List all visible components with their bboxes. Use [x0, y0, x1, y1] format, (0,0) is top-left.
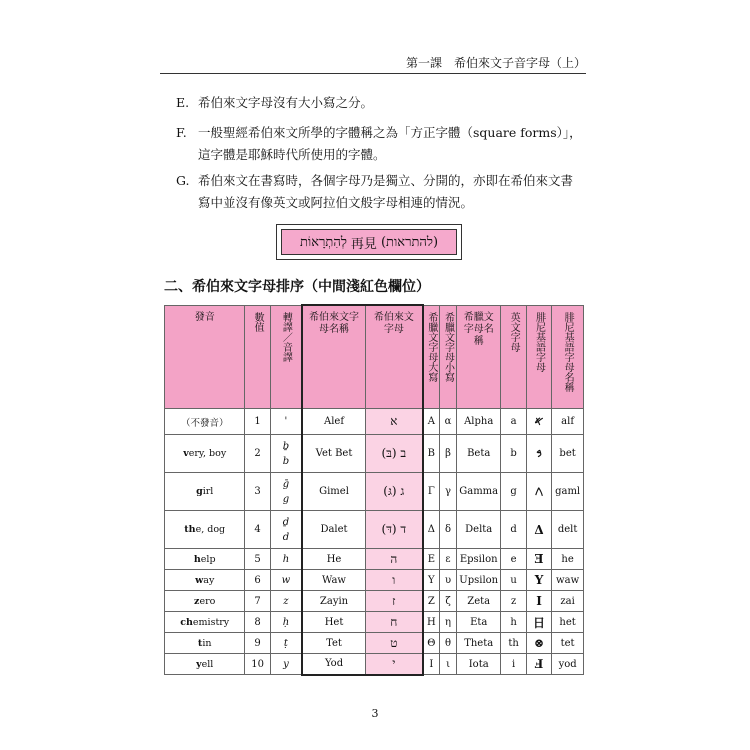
cell-greek-name: Upsilon: [456, 570, 500, 591]
header-number: 數值: [245, 305, 270, 409]
cell-hebrew-name: Yod: [302, 654, 365, 675]
alphabet-table: [164, 304, 584, 676]
cell-phoenician: Y: [526, 570, 551, 591]
para-line: 寫中並沒有像英文或阿拉伯文般字母相連的情況。: [198, 195, 474, 210]
cell-hebrew-name: Zayin: [302, 591, 365, 612]
cell-greek-lower: υ: [440, 570, 457, 591]
cell-hebrew-letter: ד (דּ): [366, 511, 423, 549]
cell-number: 1: [245, 409, 270, 435]
cell-greek-upper: Η: [423, 612, 440, 633]
table-row: [165, 633, 584, 654]
cell-phoenician: 𐤂: [526, 473, 551, 511]
cell-greek-upper: Γ: [423, 473, 440, 511]
para-line: 這字體是耶穌時代所使用的字體。: [198, 147, 386, 162]
cell-number: 6: [245, 570, 270, 591]
cell-phoenician-name: tet: [552, 633, 584, 654]
cell-sound: help: [165, 549, 245, 570]
cell-greek-lower: ε: [440, 549, 457, 570]
cell-hebrew-letter: ט: [366, 633, 423, 654]
cell-english: th: [501, 633, 526, 654]
cell-greek-upper: Ε: [423, 549, 440, 570]
cell-number: 4: [245, 511, 270, 549]
cell-english: d: [501, 511, 526, 549]
cell-greek-upper: Α: [423, 409, 440, 435]
cell-hebrew-name: He: [302, 549, 365, 570]
hebrew-example-inner: [281, 229, 457, 255]
cell-hebrew-letter: ח: [366, 612, 423, 633]
header-greek-upper: 希臘文字母大寫: [423, 305, 440, 409]
table-header-row: [165, 305, 584, 409]
cell-greek-lower: γ: [440, 473, 457, 511]
cell-translit: ḇ b: [270, 435, 302, 473]
cell-greek-lower: θ: [440, 633, 457, 654]
header-translit: 轉譯／音譯: [270, 305, 302, 409]
cell-number: 2: [245, 435, 270, 473]
para-line: 一般聖經希伯來文所學的字體稱之為「方正字體（square forms）」，: [198, 125, 582, 140]
paragraph-g: [176, 170, 573, 214]
cell-english: z: [501, 591, 526, 612]
cell-phoenician: Ⅎ: [526, 654, 551, 675]
cell-translit: ḥ: [270, 612, 302, 633]
table-row: [165, 591, 584, 612]
hebrew-meaning: 再見: [350, 236, 377, 252]
table-row: [165, 473, 584, 511]
table-row: [165, 549, 584, 570]
cell-hebrew-letter: י: [366, 654, 423, 675]
cell-english: g: [501, 473, 526, 511]
cell-phoenician-name: gaml: [552, 473, 584, 511]
cell-greek-name: Theta: [456, 633, 500, 654]
para-letter: F.: [176, 125, 187, 140]
paragraph-f: [176, 122, 582, 166]
cell-phoenician-name: bet: [552, 435, 584, 473]
cell-english: u: [501, 570, 526, 591]
cell-translit: ': [270, 409, 302, 435]
cell-translit: z: [270, 591, 302, 612]
table-row: [165, 612, 584, 633]
cell-sound: very, boy: [165, 435, 245, 473]
cell-number: 5: [245, 549, 270, 570]
cell-greek-upper: Θ: [423, 633, 440, 654]
header-phoenician: 腓尼基語字母: [526, 305, 551, 409]
cell-phoenician-name: delt: [552, 511, 584, 549]
cell-sound: way: [165, 570, 245, 591]
cell-greek-lower: α: [440, 409, 457, 435]
cell-greek-upper: Β: [423, 435, 440, 473]
cell-greek-name: Alpha: [456, 409, 500, 435]
cell-phoenician-name: he: [552, 549, 584, 570]
header-english: 英文字母: [501, 305, 526, 409]
cell-greek-name: Eta: [456, 612, 500, 633]
header-greek-lower: 希臘文字母小寫: [440, 305, 457, 409]
header-hebrew-letter: 希伯來文字母: [366, 305, 423, 409]
page-number: 3: [371, 707, 379, 720]
cell-translit: w: [270, 570, 302, 591]
para-letter: G.: [176, 173, 190, 188]
cell-sound: tin: [165, 633, 245, 654]
cell-english: h: [501, 612, 526, 633]
cell-phoenician-name: yod: [552, 654, 584, 675]
cell-translit: ḏ d: [270, 511, 302, 549]
table-row: [165, 435, 584, 473]
cell-english: b: [501, 435, 526, 473]
cell-phoenician-name: alf: [552, 409, 584, 435]
cell-sound: yell: [165, 654, 245, 675]
table-row: [165, 570, 584, 591]
cell-sound: zero: [165, 591, 245, 612]
header-phoenician-name: 腓尼基語字母名稱: [552, 305, 584, 409]
cell-phoenician: 𐤀: [526, 409, 551, 435]
cell-english: i: [501, 654, 526, 675]
para-letter: E.: [176, 95, 190, 110]
cell-phoenician: I: [526, 591, 551, 612]
cell-hebrew-name: Dalet: [302, 511, 365, 549]
cell-phoenician: ⊗: [526, 633, 551, 654]
cell-greek-upper: Δ: [423, 511, 440, 549]
cell-number: 9: [245, 633, 270, 654]
cell-phoenician-name: waw: [552, 570, 584, 591]
header-sound: 發音: [165, 305, 245, 409]
header-greek-name: 希臘文字母名稱: [456, 305, 500, 409]
cell-sound: girl: [165, 473, 245, 511]
cell-greek-name: Iota: [456, 654, 500, 675]
cell-hebrew-letter: ה: [366, 549, 423, 570]
cell-hebrew-name: Gimel: [302, 473, 365, 511]
table-row: [165, 409, 584, 435]
cell-greek-lower: ι: [440, 654, 457, 675]
header-text: 第一課 希伯來文子音字母（上）: [405, 56, 586, 70]
table-row: [165, 654, 584, 675]
para-line: 希伯來文在書寫時，各個字母乃是獨立、分開的，亦即在希伯來文書: [198, 173, 574, 188]
cell-greek-upper: Ζ: [423, 591, 440, 612]
table-row: [165, 511, 584, 549]
cell-phoenician: 日: [526, 612, 551, 633]
cell-phoenician-name: zai: [552, 591, 584, 612]
cell-english: e: [501, 549, 526, 570]
cell-greek-name: Zeta: [456, 591, 500, 612]
cell-phoenician: Δ: [526, 511, 551, 549]
cell-hebrew-letter: ז: [366, 591, 423, 612]
header-rule: [160, 73, 586, 74]
cell-greek-lower: δ: [440, 511, 457, 549]
cell-number: 7: [245, 591, 270, 612]
cell-hebrew-letter: ג (גּ): [366, 473, 423, 511]
hebrew-pointed-word: לְהִתְרָאוֹת: [299, 235, 347, 250]
cell-translit: h: [270, 549, 302, 570]
hebrew-unpointed-word: (להתראות): [380, 235, 439, 250]
cell-greek-upper: Υ: [423, 570, 440, 591]
cell-hebrew-name: Alef: [302, 409, 365, 435]
cell-sound: （不發音）: [165, 409, 245, 435]
cell-greek-name: Epsilon: [456, 549, 500, 570]
cell-translit: ṭ: [270, 633, 302, 654]
cell-hebrew-letter: א: [366, 409, 423, 435]
cell-number: 10: [245, 654, 270, 675]
cell-sound: chemistry: [165, 612, 245, 633]
cell-sound: the, dog: [165, 511, 245, 549]
section-title: 二、希伯來文字母排序（中間淺紅色欄位）: [164, 279, 430, 295]
cell-phoenician-name: het: [552, 612, 584, 633]
cell-translit: y: [270, 654, 302, 675]
cell-translit: ḡ g: [270, 473, 302, 511]
cell-greek-lower: η: [440, 612, 457, 633]
cell-hebrew-letter: ב (בּ): [366, 435, 423, 473]
cell-hebrew-letter: ו: [366, 570, 423, 591]
hebrew-example-box: [276, 224, 462, 260]
cell-number: 3: [245, 473, 270, 511]
cell-hebrew-name: Tet: [302, 633, 365, 654]
para-line: 希伯來文字母沒有大小寫之分。: [198, 95, 374, 110]
header-hebrew-name: 希伯來文字母名稱: [302, 305, 365, 409]
cell-hebrew-name: Waw: [302, 570, 365, 591]
cell-hebrew-name: Het: [302, 612, 365, 633]
cell-hebrew-name: Vet Bet: [302, 435, 365, 473]
cell-number: 8: [245, 612, 270, 633]
cell-english: a: [501, 409, 526, 435]
cell-greek-upper: Ι: [423, 654, 440, 675]
cell-greek-name: Beta: [456, 435, 500, 473]
cell-phoenician: 𐤁: [526, 435, 551, 473]
cell-greek-lower: β: [440, 435, 457, 473]
paragraph-e: [176, 92, 373, 114]
cell-phoenician: Ǝ: [526, 549, 551, 570]
cell-greek-name: Delta: [456, 511, 500, 549]
running-header: [160, 54, 586, 72]
cell-greek-lower: ζ: [440, 591, 457, 612]
cell-greek-name: Gamma: [456, 473, 500, 511]
